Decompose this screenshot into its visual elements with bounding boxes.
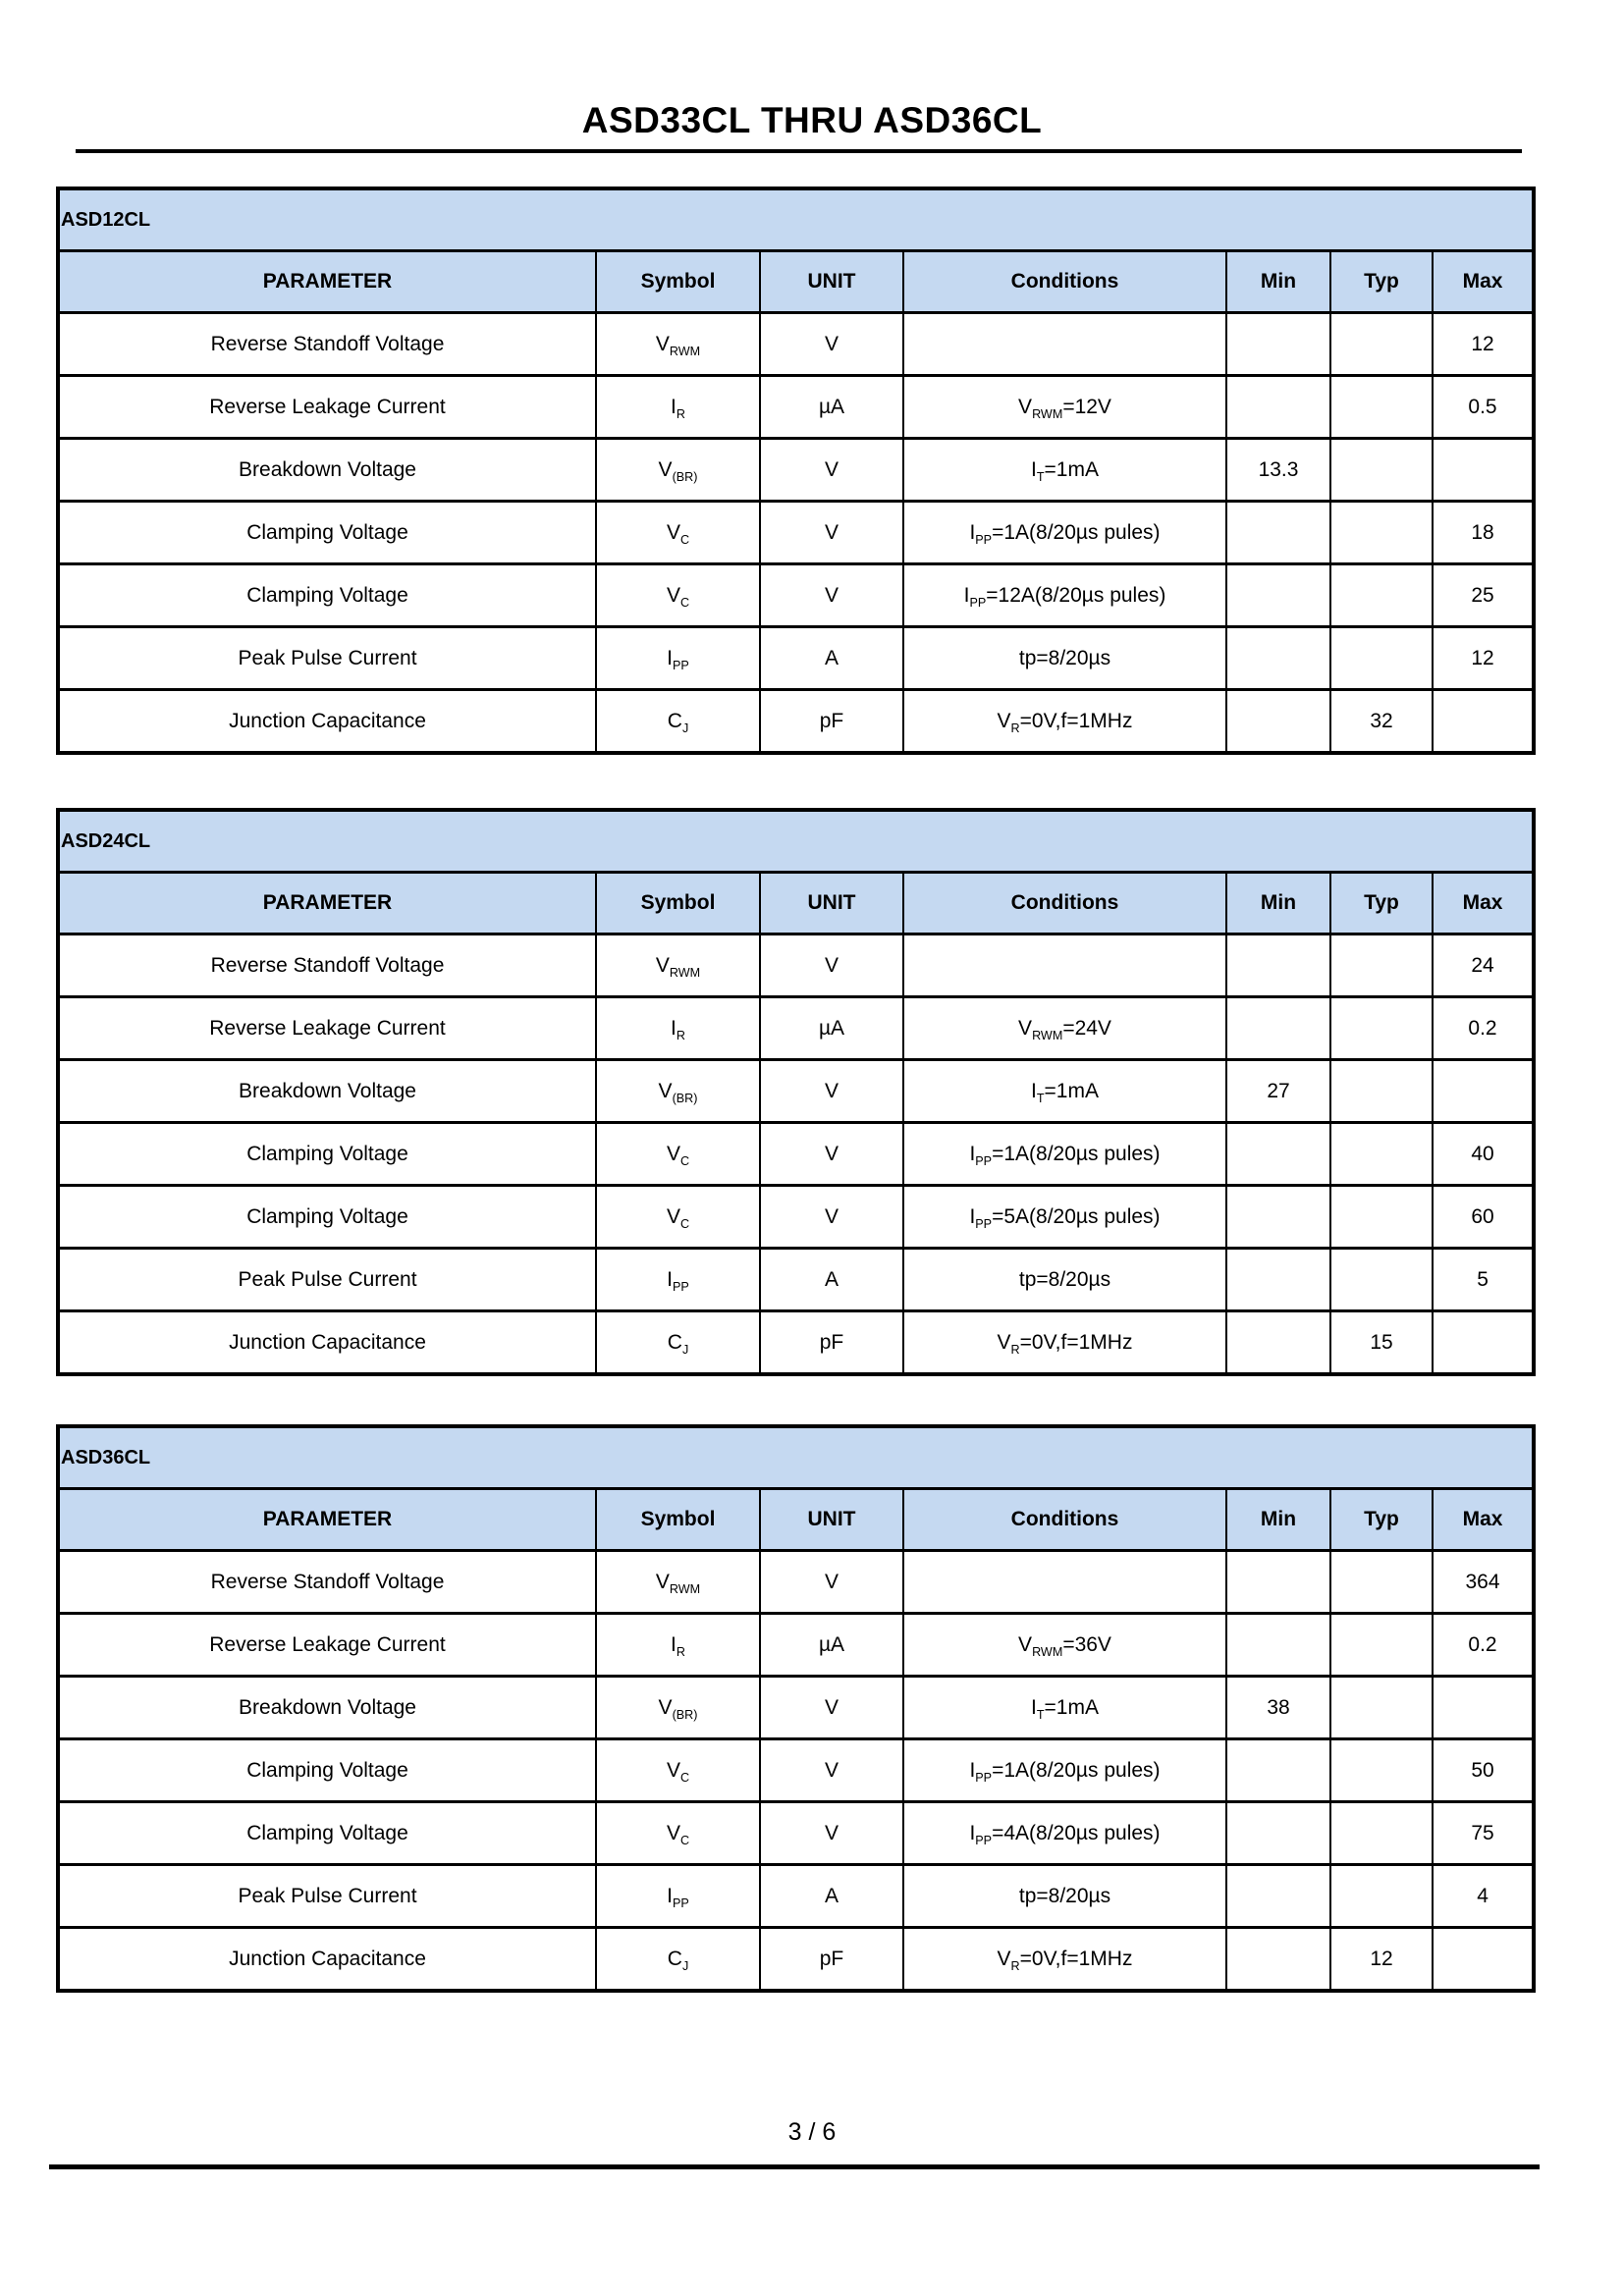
cell-parameter: Peak Pulse Current — [58, 1249, 596, 1311]
table-row — [58, 1865, 1534, 1928]
table-header-row — [58, 873, 1534, 934]
cell-symbol: $C_J$ — [596, 1928, 760, 1992]
cell-max — [1433, 1311, 1534, 1375]
cell-parameter: Peak Pulse Current — [58, 627, 596, 690]
spec-table — [56, 187, 1536, 755]
table-title: ASD24CL — [58, 810, 1534, 873]
cell-typ — [1330, 1123, 1433, 1186]
cell-conditions: $V_R=0V,f=1MHz$ — [903, 1311, 1226, 1375]
cell-max: 40 — [1433, 1123, 1534, 1186]
table-title: ASD12CL — [58, 188, 1534, 251]
cell-typ — [1330, 1186, 1433, 1249]
cell-max: 18 — [1433, 502, 1534, 564]
cell-unit: V — [760, 1802, 903, 1865]
cell-symbol: $V_C$ — [596, 502, 760, 564]
page-title: ASD33CL THRU ASD36CL — [581, 100, 1043, 140]
cell-conditions: $I_T=1mA$ — [903, 1060, 1226, 1123]
cell-conditions: $V_{RWM}=36V$ — [903, 1614, 1226, 1677]
cell-symbol: $I_{PP}$ — [596, 627, 760, 690]
table-row — [58, 1739, 1534, 1802]
cell-max: 0.2 — [1433, 997, 1534, 1060]
cell-min — [1226, 627, 1330, 690]
footer-divider — [49, 2164, 1540, 2169]
col-header-parameter: PARAMETER — [58, 873, 596, 934]
col-header-max: Max — [1433, 873, 1534, 934]
cell-parameter: Reverse Leakage Current — [58, 1614, 596, 1677]
cell-unit: µA — [760, 997, 903, 1060]
cell-typ — [1330, 1060, 1433, 1123]
cell-symbol: $V_{(BR)}$ — [596, 1677, 760, 1739]
cell-parameter: Junction Capacitance — [58, 1928, 596, 1992]
cell-symbol: $I_R$ — [596, 1614, 760, 1677]
cell-typ — [1330, 1614, 1433, 1677]
cell-min: 38 — [1226, 1677, 1330, 1739]
cell-max — [1433, 1928, 1534, 1992]
table-row — [58, 1928, 1534, 1992]
cell-conditions — [903, 1551, 1226, 1614]
cell-symbol: $I_R$ — [596, 997, 760, 1060]
col-header-parameter: PARAMETER — [58, 251, 596, 313]
cell-min — [1226, 564, 1330, 627]
table-row — [58, 376, 1534, 439]
cell-unit: V — [760, 1123, 903, 1186]
cell-typ — [1330, 1865, 1433, 1928]
cell-typ — [1330, 502, 1433, 564]
cell-parameter: Reverse Standoff Voltage — [58, 313, 596, 376]
cell-symbol: $V_C$ — [596, 1186, 760, 1249]
table-row — [58, 502, 1534, 564]
cell-min — [1226, 1928, 1330, 1992]
cell-parameter: Reverse Leakage Current — [58, 997, 596, 1060]
cell-max: 25 — [1433, 564, 1534, 627]
cell-symbol: $V_{RWM}$ — [596, 313, 760, 376]
cell-conditions: $I_{PP}=1A(8/20\mu s$ pules) — [903, 1739, 1226, 1802]
cell-min — [1226, 1802, 1330, 1865]
cell-symbol: $V_{(BR)}$ — [596, 439, 760, 502]
table-title: ASD36CL — [58, 1426, 1534, 1489]
cell-min — [1226, 1865, 1330, 1928]
cell-conditions: tp=8/20µs — [903, 627, 1226, 690]
cell-min — [1226, 376, 1330, 439]
table-row — [58, 1123, 1534, 1186]
cell-unit: pF — [760, 690, 903, 754]
cell-typ: 12 — [1330, 1928, 1433, 1992]
cell-min — [1226, 1614, 1330, 1677]
col-header-parameter: PARAMETER — [58, 1489, 596, 1551]
cell-unit: A — [760, 627, 903, 690]
cell-unit: V — [760, 1551, 903, 1614]
cell-min: 13.3 — [1226, 439, 1330, 502]
cell-min — [1226, 1311, 1330, 1375]
cell-unit: V — [760, 1186, 903, 1249]
cell-max: 24 — [1433, 934, 1534, 997]
cell-max: 12 — [1433, 313, 1534, 376]
table-row — [58, 1060, 1534, 1123]
cell-symbol: $I_{PP}$ — [596, 1249, 760, 1311]
cell-conditions: $V_{RWM}=24V$ — [903, 997, 1226, 1060]
cell-typ — [1330, 1739, 1433, 1802]
cell-parameter: Clamping Voltage — [58, 1123, 596, 1186]
col-header-conditions: Conditions — [903, 873, 1226, 934]
cell-max — [1433, 439, 1534, 502]
cell-unit: V — [760, 1677, 903, 1739]
cell-parameter: Reverse Leakage Current — [58, 376, 596, 439]
cell-parameter: Breakdown Voltage — [58, 1060, 596, 1123]
table-row — [58, 997, 1534, 1060]
cell-typ — [1330, 997, 1433, 1060]
cell-parameter: Breakdown Voltage — [58, 1677, 596, 1739]
cell-typ — [1330, 564, 1433, 627]
cell-unit: A — [760, 1865, 903, 1928]
cell-symbol: $V_{RWM}$ — [596, 1551, 760, 1614]
cell-symbol: $C_J$ — [596, 1311, 760, 1375]
cell-unit: pF — [760, 1311, 903, 1375]
cell-conditions: $I_{PP}=12A(8/20\mu s$ pules) — [903, 564, 1226, 627]
cell-typ — [1330, 1802, 1433, 1865]
cell-conditions: $I_{PP}=1A(8/20\mu s$ pules) — [903, 502, 1226, 564]
cell-conditions: $I_{PP}=1A(8/20\mu s$ pules) — [903, 1123, 1226, 1186]
cell-max: 60 — [1433, 1186, 1534, 1249]
table-row — [58, 439, 1534, 502]
table-row — [58, 690, 1534, 754]
table-title-row — [58, 810, 1534, 873]
cell-unit: V — [760, 1739, 903, 1802]
cell-typ — [1330, 376, 1433, 439]
cell-unit: A — [760, 1249, 903, 1311]
cell-min — [1226, 690, 1330, 754]
cell-unit: V — [760, 1060, 903, 1123]
cell-unit: µA — [760, 376, 903, 439]
col-header-conditions: Conditions — [903, 1489, 1226, 1551]
cell-symbol: $V_{RWM}$ — [596, 934, 760, 997]
cell-parameter: Reverse Standoff Voltage — [58, 934, 596, 997]
col-header-unit: UNIT — [760, 873, 903, 934]
table-header-row — [58, 251, 1534, 313]
col-header-max: Max — [1433, 1489, 1534, 1551]
spec-table — [56, 808, 1536, 1376]
cell-max: 4 — [1433, 1865, 1534, 1928]
col-header-typ: Typ — [1330, 251, 1433, 313]
cell-unit: µA — [760, 1614, 903, 1677]
col-header-typ: Typ — [1330, 1489, 1433, 1551]
cell-typ — [1330, 313, 1433, 376]
cell-conditions: $I_T=1mA$ — [903, 1677, 1226, 1739]
cell-max — [1433, 1060, 1534, 1123]
cell-symbol: $V_{(BR)}$ — [596, 1060, 760, 1123]
table-row — [58, 564, 1534, 627]
cell-typ — [1330, 627, 1433, 690]
table-row — [58, 1614, 1534, 1677]
cell-conditions: $V_R=0V,f=1MHz$ — [903, 690, 1226, 754]
cell-conditions: $I_T=1mA$ — [903, 439, 1226, 502]
cell-min — [1226, 1186, 1330, 1249]
cell-parameter: Junction Capacitance — [58, 1311, 596, 1375]
cell-max: 0.5 — [1433, 376, 1534, 439]
col-header-typ: Typ — [1330, 873, 1433, 934]
col-header-min: Min — [1226, 251, 1330, 313]
cell-min — [1226, 313, 1330, 376]
cell-conditions — [903, 313, 1226, 376]
cell-typ — [1330, 439, 1433, 502]
table-row — [58, 1677, 1534, 1739]
col-header-max: Max — [1433, 251, 1534, 313]
col-header-symbol: Symbol — [596, 1489, 760, 1551]
cell-max: 75 — [1433, 1802, 1534, 1865]
table-row — [58, 1802, 1534, 1865]
cell-max: 12 — [1433, 627, 1534, 690]
cell-typ: 15 — [1330, 1311, 1433, 1375]
cell-typ — [1330, 934, 1433, 997]
col-header-min: Min — [1226, 1489, 1330, 1551]
cell-conditions: $V_R=0V,f=1MHz$ — [903, 1928, 1226, 1992]
cell-symbol: $V_C$ — [596, 1802, 760, 1865]
col-header-min: Min — [1226, 873, 1330, 934]
col-header-unit: UNIT — [760, 1489, 903, 1551]
cell-min: 27 — [1226, 1060, 1330, 1123]
table-header-row — [58, 1489, 1534, 1551]
cell-min — [1226, 1739, 1330, 1802]
cell-symbol: $I_{PP}$ — [596, 1865, 760, 1928]
col-header-conditions: Conditions — [903, 251, 1226, 313]
cell-parameter: Clamping Voltage — [58, 1802, 596, 1865]
spec-table-section — [56, 1424, 1532, 1993]
cell-conditions: tp=8/20µs — [903, 1865, 1226, 1928]
cell-max: 50 — [1433, 1739, 1534, 1802]
page-number: 3 / 6 — [787, 2118, 837, 2146]
cell-typ — [1330, 1551, 1433, 1614]
cell-min — [1226, 1249, 1330, 1311]
col-header-symbol: Symbol — [596, 873, 760, 934]
cell-max: 0.2 — [1433, 1614, 1534, 1677]
table-row — [58, 1551, 1534, 1614]
cell-symbol: $V_C$ — [596, 1739, 760, 1802]
table-title-row — [58, 188, 1534, 251]
col-header-unit: UNIT — [760, 251, 903, 313]
cell-unit: V — [760, 439, 903, 502]
cell-min — [1226, 502, 1330, 564]
cell-max — [1433, 690, 1534, 754]
spec-table-section — [56, 808, 1532, 1376]
cell-symbol: $C_J$ — [596, 690, 760, 754]
cell-symbol: $V_C$ — [596, 1123, 760, 1186]
table-row — [58, 627, 1534, 690]
table-row — [58, 934, 1534, 997]
cell-unit: pF — [760, 1928, 903, 1992]
cell-unit: V — [760, 564, 903, 627]
table-row — [58, 1311, 1534, 1375]
cell-min — [1226, 934, 1330, 997]
spec-table — [56, 1424, 1536, 1993]
cell-conditions — [903, 934, 1226, 997]
cell-min — [1226, 997, 1330, 1060]
col-header-symbol: Symbol — [596, 251, 760, 313]
cell-min — [1226, 1551, 1330, 1614]
table-row — [58, 313, 1534, 376]
table-title-row — [58, 1426, 1534, 1489]
cell-typ — [1330, 1677, 1433, 1739]
cell-parameter: Clamping Voltage — [58, 1739, 596, 1802]
cell-parameter: Clamping Voltage — [58, 1186, 596, 1249]
cell-typ — [1330, 1249, 1433, 1311]
cell-unit: V — [760, 313, 903, 376]
cell-conditions: tp=8/20µs — [903, 1249, 1226, 1311]
cell-unit: V — [760, 934, 903, 997]
cell-min — [1226, 1123, 1330, 1186]
cell-max: 5 — [1433, 1249, 1534, 1311]
table-row — [58, 1186, 1534, 1249]
spec-table-section — [56, 187, 1532, 755]
cell-parameter: Clamping Voltage — [58, 502, 596, 564]
cell-parameter: Breakdown Voltage — [58, 439, 596, 502]
cell-parameter: Junction Capacitance — [58, 690, 596, 754]
cell-conditions: $I_{PP}=4A(8/20\mu s$ pules) — [903, 1802, 1226, 1865]
cell-max: 364 — [1433, 1551, 1534, 1614]
cell-typ: 32 — [1330, 690, 1433, 754]
cell-symbol: $V_C$ — [596, 564, 760, 627]
cell-parameter: Reverse Standoff Voltage — [58, 1551, 596, 1614]
cell-parameter: Clamping Voltage — [58, 564, 596, 627]
cell-parameter: Peak Pulse Current — [58, 1865, 596, 1928]
table-row — [58, 1249, 1534, 1311]
cell-max — [1433, 1677, 1534, 1739]
cell-conditions: $V_{RWM}=12V$ — [903, 376, 1226, 439]
cell-symbol: $I_R$ — [596, 376, 760, 439]
cell-unit: V — [760, 502, 903, 564]
cell-conditions: $I_{PP}=5A(8/20\mu s$ pules) — [903, 1186, 1226, 1249]
